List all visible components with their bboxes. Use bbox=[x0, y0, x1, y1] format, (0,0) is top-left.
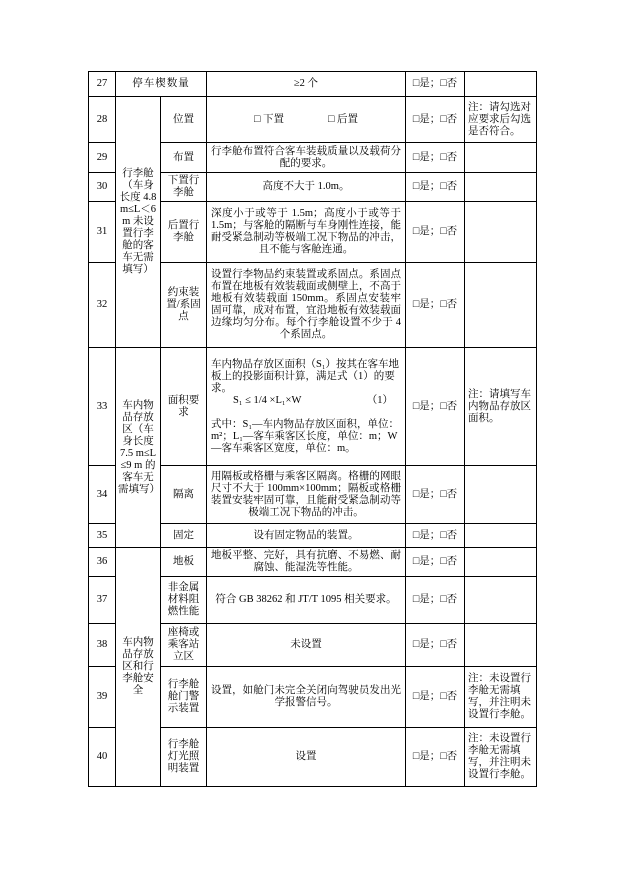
formula-legend: 式中：S₁—车内物品存放区面积，单位：m²；L₁—客车乘客区长度，单位：m；W—客车乘客区宽度，单位：m。 bbox=[211, 418, 399, 454]
note-cell bbox=[465, 524, 537, 548]
note-cell: 注：未设置行李舱无需填写，并注明未设置行李舱。 bbox=[465, 728, 537, 787]
sub-item-label: 隔离 bbox=[161, 466, 207, 524]
yes-checkbox[interactable]: □是 bbox=[412, 151, 430, 163]
requirement-cell bbox=[207, 348, 406, 466]
sub-item-label: 座椅或乘客站立区 bbox=[161, 624, 207, 667]
sub-item-label: 约束装置/系固点 bbox=[161, 263, 207, 348]
inspection-checklist-table bbox=[88, 71, 537, 787]
note-cell bbox=[465, 143, 537, 173]
yes-checkbox[interactable]: □是 bbox=[412, 299, 430, 310]
no-checkbox[interactable]: □否 bbox=[440, 691, 458, 702]
row-number: 29 bbox=[89, 143, 116, 173]
row-number: 34 bbox=[89, 466, 116, 524]
checkbox-separator: ； bbox=[429, 488, 441, 500]
yes-checkbox[interactable]: □是 bbox=[412, 181, 430, 192]
sub-item-label: 非金属材料阻燃性能 bbox=[161, 577, 207, 624]
yes-checkbox[interactable]: □是 bbox=[412, 226, 430, 237]
checkbox-separator: ； bbox=[429, 639, 441, 650]
yes-checkbox[interactable]: □是 bbox=[412, 113, 430, 125]
checkbox-separator: ； bbox=[429, 113, 441, 125]
no-checkbox[interactable]: □否 bbox=[440, 181, 458, 192]
item-label: 停车楔数量 bbox=[116, 72, 207, 97]
no-checkbox[interactable]: □否 bbox=[440, 113, 458, 125]
row-number: 30 bbox=[89, 173, 116, 202]
no-checkbox[interactable]: □否 bbox=[440, 751, 458, 762]
row-number: 40 bbox=[89, 728, 116, 787]
requirement-text: 深度小于或等于 1.5m；高度小于或等于 1.5m；与客舱的隔断与车身刚性连接，能耐受紧急制动等极端工况下物品的冲击，且不能与客舱连通。 bbox=[207, 202, 406, 263]
yes-no-cell bbox=[406, 524, 465, 548]
requirement-text: 设有固定物品的装置。 bbox=[207, 524, 406, 548]
row-number: 31 bbox=[89, 202, 116, 263]
note-cell bbox=[465, 624, 537, 667]
lower-position-checkbox[interactable]: □ 下置 bbox=[254, 113, 284, 125]
no-checkbox[interactable]: □否 bbox=[440, 594, 458, 605]
note-cell bbox=[465, 548, 537, 577]
sub-item-label: 地板 bbox=[161, 548, 207, 577]
requirement-text: 符合 GB 38262 和 JT/T 1095 相关要求。 bbox=[207, 577, 406, 624]
area-requirement-block bbox=[211, 359, 401, 455]
requirement-text: 未设置 bbox=[207, 624, 406, 667]
no-checkbox[interactable]: □否 bbox=[440, 78, 458, 89]
yes-no-cell bbox=[406, 173, 465, 202]
row-number: 27 bbox=[89, 72, 116, 97]
note-cell bbox=[465, 466, 537, 524]
row-number: 38 bbox=[89, 624, 116, 667]
no-checkbox[interactable]: □否 bbox=[440, 529, 458, 541]
note-cell bbox=[465, 577, 537, 624]
checkbox-separator: ； bbox=[429, 299, 441, 310]
checkbox-separator: ； bbox=[429, 556, 441, 567]
row-number: 35 bbox=[89, 524, 116, 548]
note-cell bbox=[465, 263, 537, 348]
yes-no-cell bbox=[406, 97, 465, 143]
no-checkbox[interactable]: □否 bbox=[440, 556, 458, 567]
checkbox-separator: ； bbox=[429, 594, 441, 605]
yes-no-cell bbox=[406, 72, 465, 97]
note-cell: 注：请填写车内物品存放区面积。 bbox=[465, 348, 537, 466]
checkbox-separator: ； bbox=[429, 151, 441, 163]
requirement-text: 设置行李物品约束装置或系固点。系固点布置在地板有效装载面或侧壁上，不高于地板有效装载面 150mm。系固点安装牢固可靠，成对布置，宜沿地板有效装载面边缘均匀分布。每个行李舱设置不少于 4 个系固点。 bbox=[207, 263, 406, 348]
no-checkbox[interactable]: □否 bbox=[440, 226, 458, 237]
requirement-text: 设置，如舱门未完全关闭向驾驶员发出光学报警信号。 bbox=[207, 667, 406, 728]
yes-no-cell bbox=[406, 263, 465, 348]
checkbox-separator: ； bbox=[429, 78, 441, 89]
note-cell bbox=[465, 72, 537, 97]
yes-checkbox[interactable]: □是 bbox=[412, 78, 430, 89]
sub-item-label: 后置行李舱 bbox=[161, 202, 207, 263]
yes-checkbox[interactable]: □是 bbox=[412, 488, 430, 500]
sub-item-label: 下置行李舱 bbox=[161, 173, 207, 202]
sub-item-label: 行李舱灯光照明装置 bbox=[161, 728, 207, 787]
requirement-text: 用隔板或格栅与乘客区隔离。格栅的网眼尺寸不大于 100mm×100mm；隔板或格栅装置安装牢固可靠，且能耐受紧急制动等极端工况下物品的冲击。 bbox=[207, 466, 406, 524]
row-number: 36 bbox=[89, 548, 116, 577]
checkbox-separator: ； bbox=[429, 226, 441, 237]
table-row bbox=[89, 548, 537, 577]
formula-number: （1） bbox=[366, 394, 393, 406]
row-number: 39 bbox=[89, 667, 116, 728]
note-cell bbox=[465, 202, 537, 263]
requirement-text: 设置 bbox=[207, 728, 406, 787]
note-cell bbox=[465, 173, 537, 202]
no-checkbox[interactable]: □否 bbox=[440, 639, 458, 650]
note-cell: 注：未设置行李舱无需填写，并注明未设置行李舱。 bbox=[465, 667, 537, 728]
row-number: 33 bbox=[89, 348, 116, 466]
no-checkbox[interactable]: □否 bbox=[440, 151, 458, 163]
table-row bbox=[89, 72, 537, 97]
yes-checkbox[interactable]: □是 bbox=[412, 751, 430, 762]
yes-no-cell bbox=[406, 348, 465, 466]
sub-item-label: 行李舱舱门警示装置 bbox=[161, 667, 207, 728]
row-number: 32 bbox=[89, 263, 116, 348]
yes-checkbox[interactable]: □是 bbox=[412, 400, 430, 412]
yes-checkbox[interactable]: □是 bbox=[412, 529, 430, 541]
table-row bbox=[89, 97, 537, 143]
sub-item-label: 面积要求 bbox=[161, 348, 207, 466]
sub-item-label: 布置 bbox=[161, 143, 207, 173]
yes-checkbox[interactable]: □是 bbox=[412, 556, 430, 567]
no-checkbox[interactable]: □否 bbox=[440, 299, 458, 310]
table-row bbox=[89, 348, 537, 466]
rear-position-checkbox[interactable]: □ 后置 bbox=[328, 113, 358, 125]
yes-checkbox[interactable]: □是 bbox=[412, 639, 430, 650]
sub-item-label: 位置 bbox=[161, 97, 207, 143]
yes-no-cell bbox=[406, 667, 465, 728]
yes-no-cell bbox=[406, 624, 465, 667]
checkbox-separator: ； bbox=[429, 691, 441, 702]
sub-item-label: 固定 bbox=[161, 524, 207, 548]
position-options bbox=[211, 114, 401, 126]
yes-no-cell bbox=[406, 202, 465, 263]
note-cell: 注：请勾选对应要求后勾选是否符合。 bbox=[465, 97, 537, 143]
category-label-luggage-compartment: 行李舱（车身长度 4.8 m≤L＜6 m 未设置行李舱的客车无需填写） bbox=[116, 97, 161, 348]
formula-line bbox=[211, 395, 401, 407]
yes-no-cell bbox=[406, 728, 465, 787]
checkbox-separator: ； bbox=[429, 181, 441, 192]
no-checkbox[interactable]: □否 bbox=[440, 400, 458, 412]
row-number: 37 bbox=[89, 577, 116, 624]
yes-no-cell bbox=[406, 548, 465, 577]
requirement-text: 高度不大于 1.0m。 bbox=[207, 173, 406, 202]
category-label-interior-storage-area: 车内物品存放区（车身长度 7.5 m≤L≤9 m 的客车无需填写） bbox=[116, 348, 161, 548]
requirement-text: 车内物品存放区面积（S₁）按其在客车地板上的投影面积计算，满足式（1）的要求。 bbox=[211, 358, 399, 394]
yes-no-cell bbox=[406, 143, 465, 173]
yes-checkbox[interactable]: □是 bbox=[412, 691, 430, 702]
yes-no-cell bbox=[406, 577, 465, 624]
requirement-text: ≥2 个 bbox=[207, 72, 406, 97]
formula: S₁ ≤ 1/4 ×L₁×W bbox=[233, 394, 302, 406]
checkbox-separator: ； bbox=[429, 751, 441, 762]
no-checkbox[interactable]: □否 bbox=[440, 488, 458, 500]
requirement-text: 地板平整、完好，具有抗磨、不易燃、耐腐蚀、能湿洗等性能。 bbox=[207, 548, 406, 577]
requirement-cell bbox=[207, 97, 406, 143]
checkbox-separator: ； bbox=[429, 529, 441, 541]
yes-no-cell bbox=[406, 466, 465, 524]
requirement-text: 行李舱布置符合客车装载质量以及载荷分配的要求。 bbox=[207, 143, 406, 173]
yes-checkbox[interactable]: □是 bbox=[412, 594, 430, 605]
row-number: 28 bbox=[89, 97, 116, 143]
category-label-storage-and-luggage-safety: 车内物品存放区和行李舱安全 bbox=[116, 548, 161, 787]
checkbox-separator: ； bbox=[429, 400, 441, 412]
